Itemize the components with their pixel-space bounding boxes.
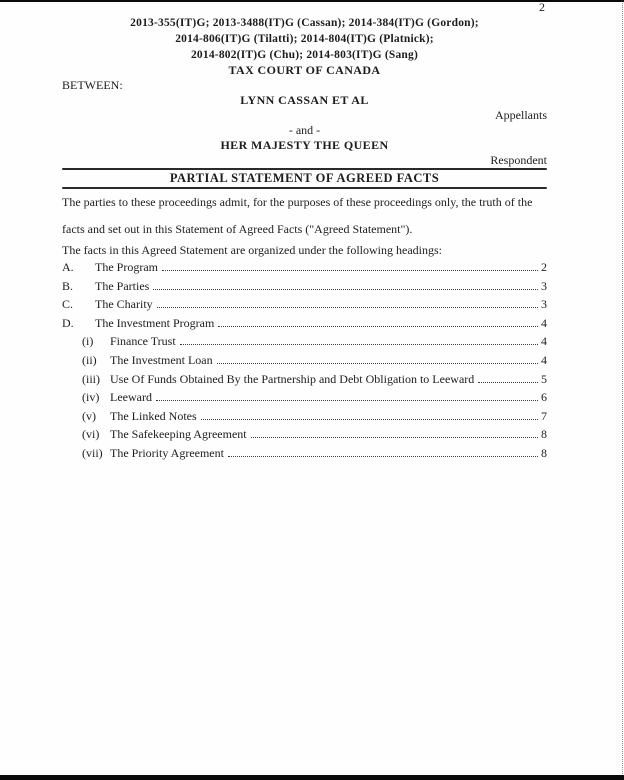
toc-row xyxy=(62,277,547,296)
toc-leader-dots xyxy=(201,419,538,420)
toc-leader-dots xyxy=(217,363,538,364)
toc-item-label: (ii) xyxy=(82,352,97,367)
toc-item-label: D. xyxy=(62,315,74,330)
toc-page-number: 8 xyxy=(541,427,547,442)
toc-item-title: The Investment Program xyxy=(95,315,215,330)
toc-row xyxy=(62,258,547,277)
toc-item-title: The Program xyxy=(95,260,158,274)
toc xyxy=(62,258,547,463)
court-file-numbers-line-3: 2014-802(IT)G (Chu); 2014-803(IT)G (Sang) xyxy=(190,49,419,61)
toc-row xyxy=(62,351,547,370)
toc-leader-dots xyxy=(228,456,538,457)
toc-page-number: 3 xyxy=(541,297,547,312)
toc-page-number: 5 xyxy=(541,371,547,386)
toc-item-title: Use Of Funds Obtained By the Partnership and Debt Obligation to Leeward xyxy=(110,371,475,386)
toc-item-title: The Priority Agreement xyxy=(110,445,224,460)
toc-item-title: The Parties xyxy=(95,278,150,293)
court-name-heading: TAX COURT OF CANADA xyxy=(228,63,381,77)
toc-page-number: 2 xyxy=(541,260,547,274)
toc-leader-dots xyxy=(156,400,538,401)
toc-page-number: 4 xyxy=(541,315,547,330)
toc-item-label: (vii) xyxy=(82,445,103,460)
court-file-numbers-line-1: 2013-355(IT)G; 2013-3488(IT)G (Cassan); 2014-384(IT)G (Gordon); xyxy=(130,17,479,29)
toc-item-label: (i) xyxy=(82,334,94,349)
toc-item-label: (vi) xyxy=(82,427,100,442)
headings-intro-paragraph: The facts in this Agreed Statement are organized under the following headings: xyxy=(62,243,442,257)
toc-row xyxy=(62,425,547,444)
toc-item-title: The Safekeeping Agreement xyxy=(110,427,247,442)
toc-leader-dots xyxy=(478,382,538,383)
toc-leader-dots xyxy=(157,307,538,308)
between-label: BETWEEN: xyxy=(62,78,123,92)
page-number: 2 xyxy=(539,0,545,14)
document-title: PARTIAL STATEMENT OF AGREED FACTS xyxy=(169,171,440,185)
toc-leader-dots xyxy=(162,270,538,271)
toc-row xyxy=(62,407,547,426)
toc-leader-dots xyxy=(153,289,538,290)
toc-row xyxy=(62,332,547,351)
respondent-name: HER MAJESTY THE QUEEN xyxy=(220,138,389,152)
toc-row xyxy=(62,388,547,407)
toc-page-number: 7 xyxy=(541,408,547,423)
toc-row xyxy=(62,314,547,333)
toc-leader-dots xyxy=(180,344,538,345)
toc-page-number: 4 xyxy=(541,334,547,349)
toc-item-label: (v) xyxy=(82,408,96,423)
and-separator: - and - xyxy=(288,123,321,137)
toc-item-title: Finance Trust xyxy=(110,334,176,349)
respondent-role-label: Respondent xyxy=(490,153,547,167)
intro-paragraph: The parties to these proceedings admit, for the purposes of these proceedings only, the truth of the facts and set out in this Statement of Agreed Facts ("Agreed Statement"). xyxy=(62,195,533,236)
toc-item-title: Leeward xyxy=(110,390,152,405)
toc-item-title: The Charity xyxy=(95,297,153,312)
toc-row xyxy=(62,444,547,463)
scan-artifact-bottom-edge xyxy=(0,775,624,780)
toc-item-label: B. xyxy=(62,278,74,293)
appellant-role-label: Appellants xyxy=(495,108,547,122)
court-file-numbers xyxy=(62,15,547,63)
toc-item-label: A. xyxy=(62,260,74,274)
toc-page-number: 8 xyxy=(541,445,547,460)
court-file-numbers-line-2: 2014-806(IT)G (Tilatti); 2014-804(IT)G (Platnick); xyxy=(175,33,434,45)
toc-item-label: (iii) xyxy=(82,371,100,386)
toc-page-number: 6 xyxy=(541,390,547,405)
appellant-name: LYNN CASSAN ET AL xyxy=(240,93,369,107)
toc-item-title: The Investment Loan xyxy=(110,352,213,367)
toc-page-number: 3 xyxy=(541,278,547,293)
toc-item-title: The Linked Notes xyxy=(110,408,197,423)
toc-leader-dots xyxy=(251,437,538,438)
toc-leader-dots xyxy=(218,326,538,327)
toc-item-label: C. xyxy=(62,297,74,312)
toc-page-number: 4 xyxy=(541,352,547,367)
toc-item-label: (iv) xyxy=(82,390,100,405)
toc-row xyxy=(62,295,547,314)
toc-row xyxy=(62,370,547,389)
